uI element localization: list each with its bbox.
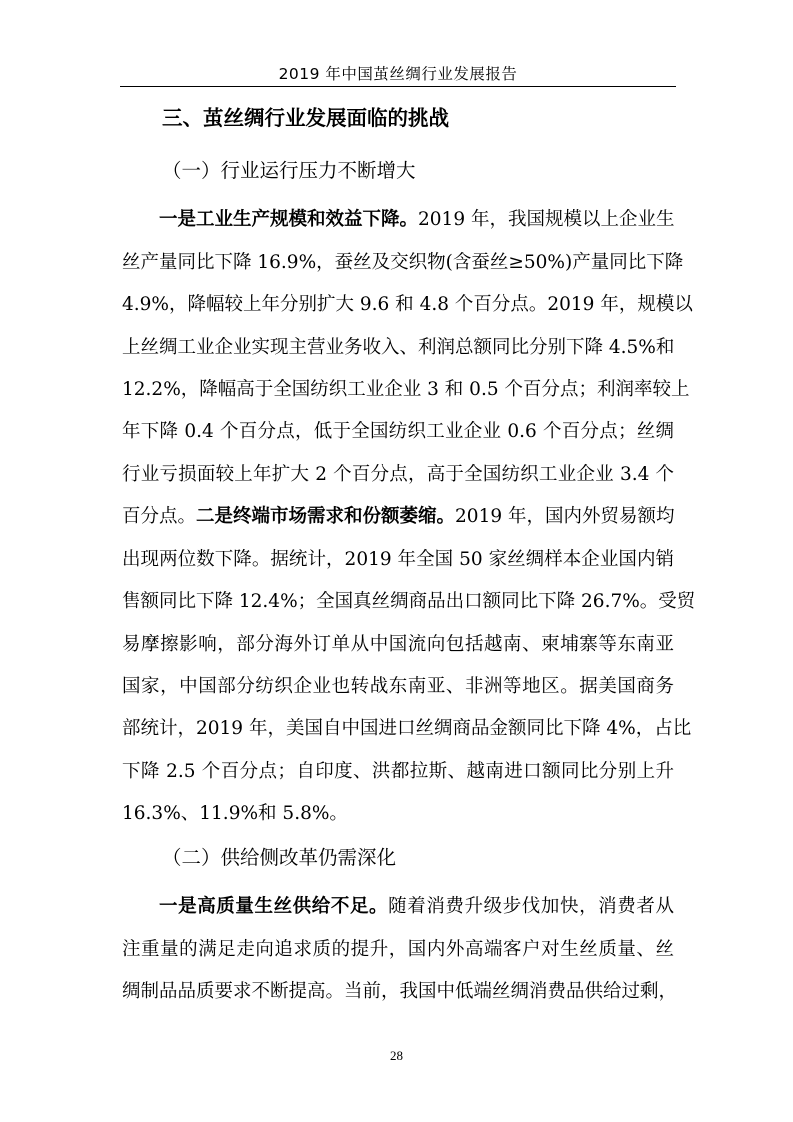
bold-lead: 一是工业生产规模和效益下降。: [159, 209, 419, 230]
header-rule: [120, 86, 676, 87]
paragraph-line: 部统计，2019 年，美国自中国进口丝绸商品金额同比下降 4%，占比: [122, 718, 692, 739]
paragraph-text: 百分点。: [122, 506, 197, 527]
paragraph-line: 易摩擦影响，部分海外订单从中国流向包括越南、柬埔寨等东南亚: [122, 634, 674, 655]
paragraph-line: 16.3%、11.9%和 5.8%。: [122, 803, 348, 824]
paragraph-text: 2019 年，我国规模以上企业生: [418, 209, 675, 230]
paragraph-line: 注重量的满足走向追求质的提升，国内外高端客户对生丝质量、丝: [122, 939, 674, 960]
bold-lead: 一是高质量生丝供给不足。: [159, 896, 389, 917]
paragraph-line: 下降 2.5 个百分点；自印度、洪都拉斯、越南进口额同比分别上升: [122, 761, 674, 782]
paragraph-line: 国家，中国部分纺织企业也转战东南亚、非洲等地区。据美国商务: [122, 676, 674, 697]
bold-lead: 二是终端市场需求和份额萎缩。: [196, 506, 456, 527]
paragraph-line: 年下降 0.4 个百分点，低于全国纺织工业企业 0.6 个百分点；丝绸: [122, 421, 674, 442]
paragraph-line: 12.2%，降幅高于全国纺织工业企业 3 和 0.5 个百分点；利润率较上: [122, 379, 690, 400]
subsection-title-2: （二）供给侧改革仍需深化: [162, 846, 397, 869]
paragraph-line: 丝产量同比下降 16.9%，蚕丝及交织物(含蚕丝≥50%)产量同比下降: [122, 252, 684, 273]
paragraph-text: 2019 年，国内外贸易额均: [455, 506, 675, 527]
paragraph-line: 上丝绸工业企业实现主营业务收入、利润总额同比分别下降 4.5%和: [122, 337, 675, 358]
paragraph-line: 售额同比下降 12.4%；全国真丝绸商品出口额同比下降 26.7%。受贸: [122, 591, 696, 612]
paragraph-line: 4.9%，降幅较上年分别扩大 9.6 和 4.8 个百分点。2019 年，规模以: [122, 294, 693, 315]
paragraph-line: 出现两位数下降。据统计，2019 年全国 50 家丝绸样本企业国内销: [122, 549, 674, 570]
page-number: 28: [390, 1048, 403, 1063]
paragraph-line: [159, 894, 674, 920]
paragraph-line: 行业亏损面较上年扩大 2 个百分点，高于全国纺织工业企业 3.4 个: [122, 464, 674, 485]
subsection-title-1: （一）行业运行压力不断增大: [162, 159, 416, 182]
running-header: 2019 年中国茧丝绸行业发展报告: [278, 65, 518, 83]
paragraph-line: [159, 207, 674, 233]
paragraph-line: [122, 504, 674, 530]
section-title: 三、茧丝绸行业发展面临的挑战: [162, 106, 449, 130]
paragraph-text: 随着消费升级步伐加快，消费者从: [388, 896, 674, 917]
paragraph-line: 绸制品品质要求不断提高。当前，我国中低端丝绸消费品供给过剩，: [122, 981, 678, 1002]
